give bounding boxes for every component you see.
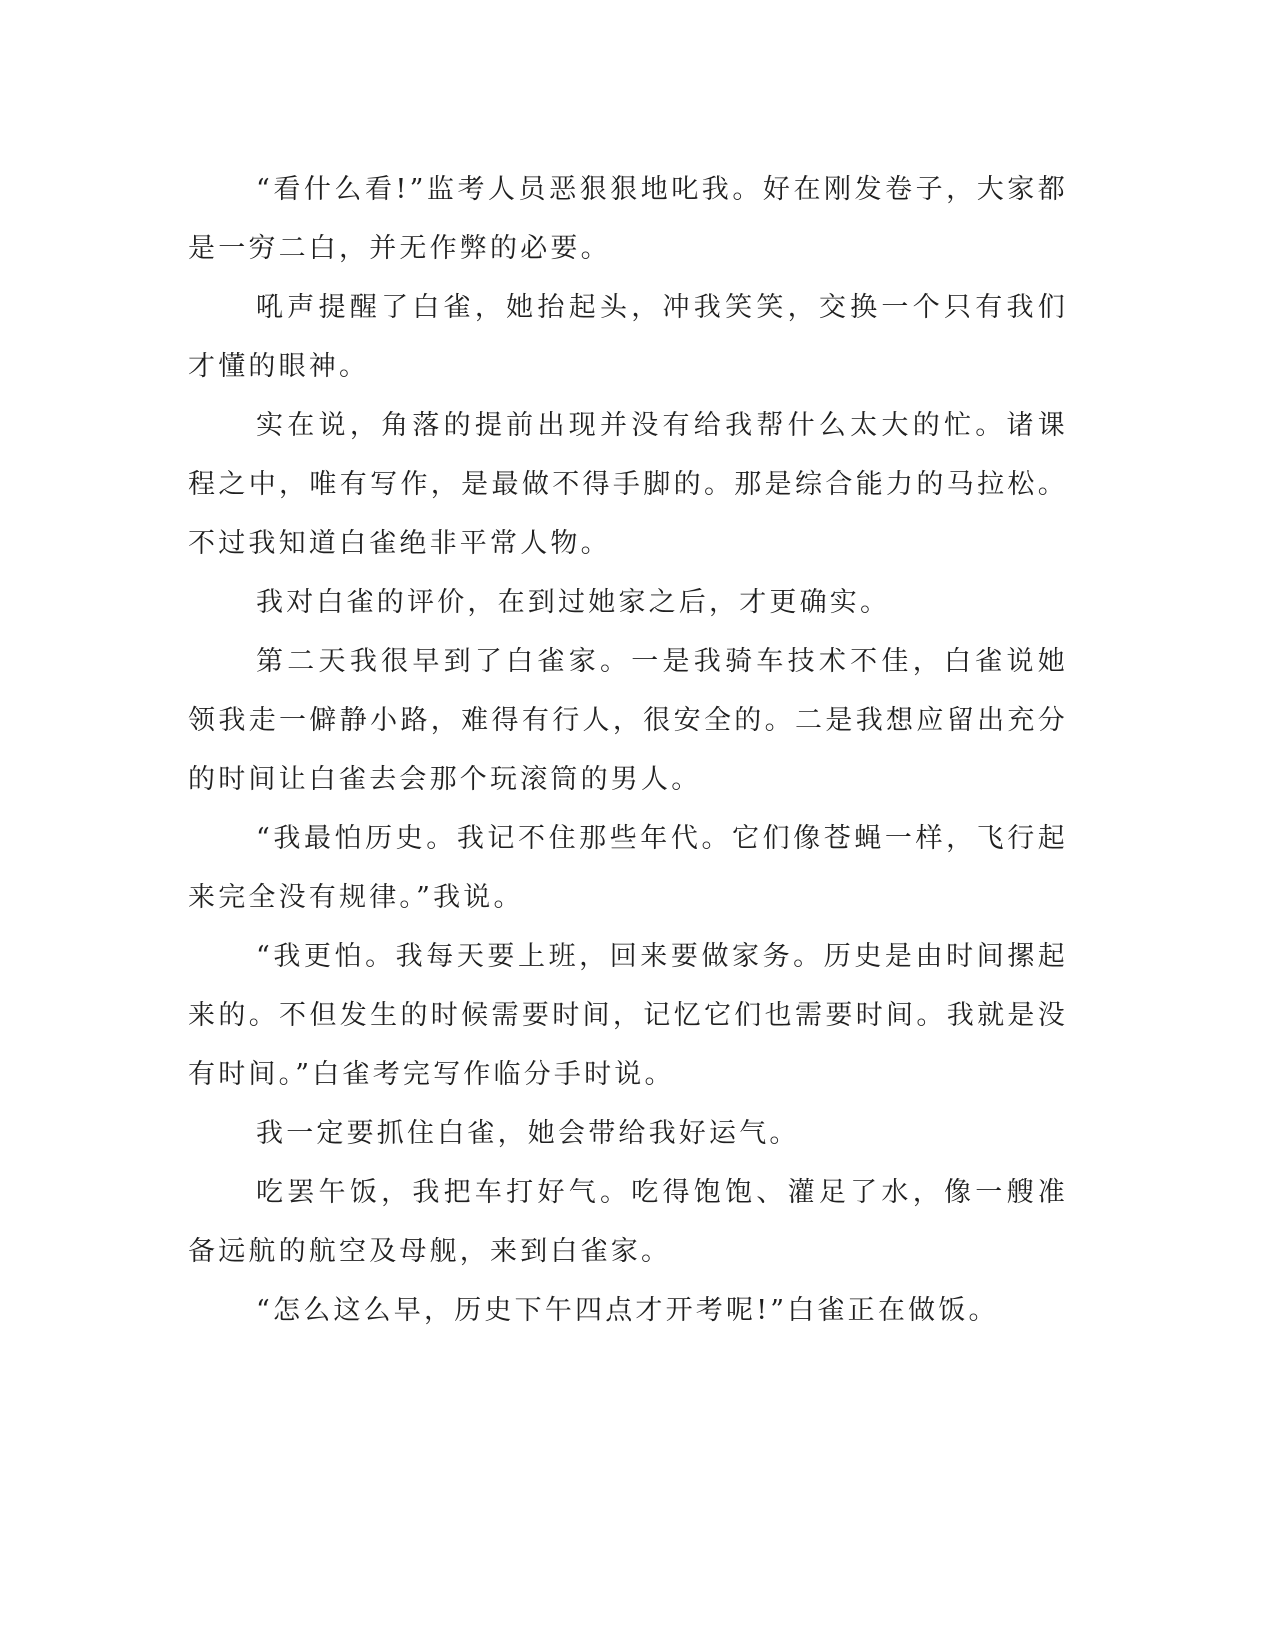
paragraph: 我一定要抓住白雀，她会带给我好运气。 (256, 1118, 800, 1149)
paragraph: 第二天我很早到了白雀家。一是我骑车技术不佳，白雀说她领我走一僻静小路，难得有行人，很安全的。二是我想应留出充分的时间让白雀去会那个玩滚筒的男人。 (188, 646, 1068, 795)
paragraph: 我对白雀的评价，在到过她家之后，才更确实。 (256, 587, 891, 618)
paragraph: “我更怕。我每天要上班，回来要做家务。历史是由时间摞起来的。不但发生的时候需要时间，记忆它们也需要时间。我就是没有时间。”白雀考完写作临分手时说。 (188, 941, 1068, 1090)
paragraph: “我最怕历史。我记不住那些年代。它们像苍蝇一样，飞行起来完全没有规律。”我说。 (188, 823, 1068, 913)
paragraph: 吼声提醒了白雀，她抬起头，冲我笑笑，交换一个只有我们才懂的眼神。 (188, 292, 1068, 382)
paragraph: 吃罢午饭，我把车打好气。吃得饱饱、灌足了水，像一艘准备远航的航空及母舰，来到白雀家。 (188, 1177, 1068, 1267)
document-body (188, 160, 1068, 1340)
paragraph: “看什么看!”监考人员恶狠狠地叱我。好在刚发卷子，大家都是一穷二白，并无作弊的必要。 (188, 174, 1068, 264)
paragraph: “怎么这么早，历史下午四点才开考呢!”白雀正在做饭。 (256, 1295, 999, 1326)
paragraph: 实在说，角落的提前出现并没有给我帮什么太大的忙。诸课程之中，唯有写作，是最做不得手脚的。那是综合能力的马拉松。不过我知道白雀绝非平常人物。 (188, 410, 1068, 559)
